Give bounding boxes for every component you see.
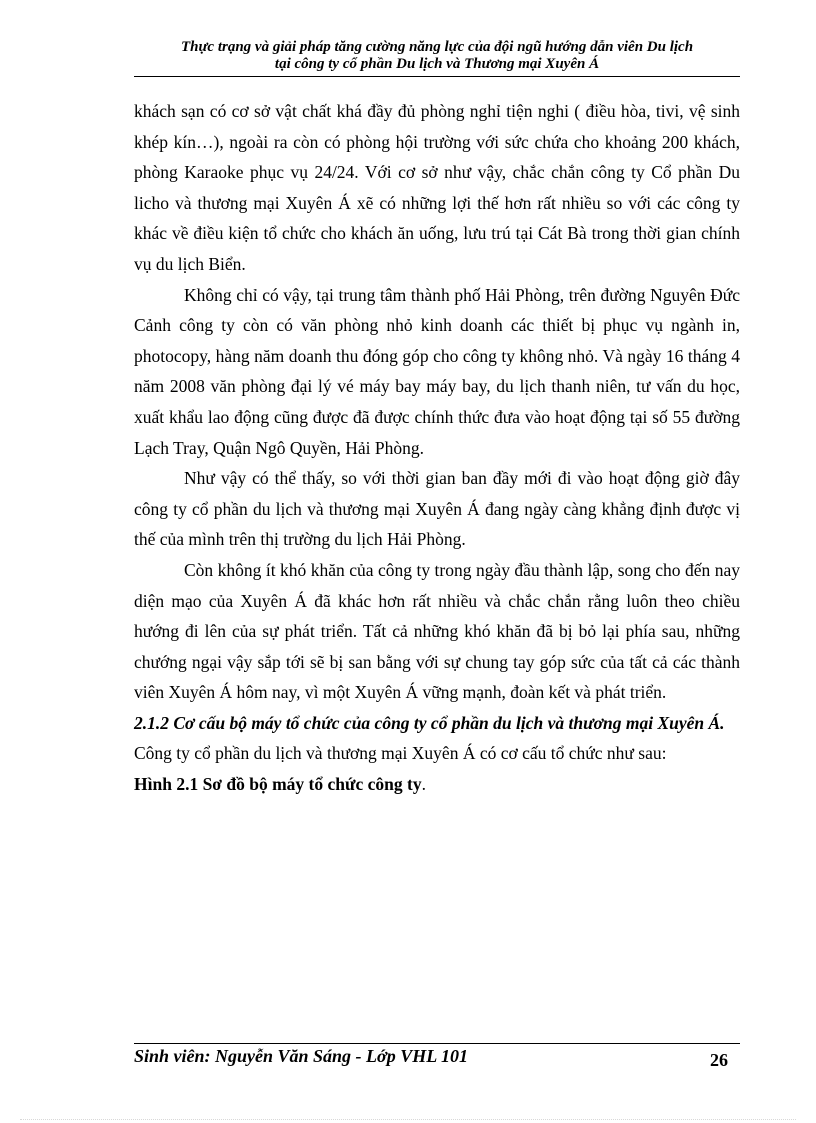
page-number: 26	[710, 1050, 728, 1070]
running-header	[134, 39, 740, 73]
figure-caption: Hình 2.1 Sơ đồ bộ máy tổ chức công ty	[134, 774, 422, 795]
header-divider	[134, 76, 740, 77]
paragraph: Không chỉ có vậy, tại trung tâm thành phố Hải Phòng, trên đường Nguyên Đức Cảnh công ty còn có văn phòng nhỏ kinh doanh các thiết bị phục vụ ngành in, photocopy, hàng năm doanh thu đóng góp cho công ty không nhỏ. Và ngày 16 tháng 4 năm 2008 văn phòng đại lý vé máy bay máy bay, du lịch thanh niên, tư vấn du học, xuất khẩu lao động cũng được đã được chính thức đưa vào hoạt động tại số 55 đường Lạch Tray, Quận Ngô Quyền, Hải Phòng.	[134, 284, 740, 458]
section-heading: 2.1.2 Cơ cấu bộ máy tổ chức của công ty cổ phần du lịch và thương mại Xuyên Á.	[134, 712, 725, 733]
paragraph: Như vậy có thể thấy, so với thời gian ban đầy mới đi vào hoạt động giờ đây công ty cổ phần du lịch và thương mại Xuyên Á đang ngày càng khẳng định được vị thế của mình trên thị trường du lịch Hải Phòng.	[134, 468, 740, 550]
page-body	[134, 96, 740, 800]
paragraph-continued: khách sạn có cơ sở vật chất khá đầy đủ phòng nghỉ tiện nghi ( điều hòa, tivi, vệ sinh khép kín…), ngoài ra còn có phòng hội trường với sức chứa cho khoảng 200 khách, phòng Karaoke phục vụ 24/24. Với cơ sở như vậy, chắc chắn công ty Cổ phần Du licho và thương mại Xuyên Á xẽ có những lợi thế hơn rất nhiều so với các công ty khác về điều kiện tổ chức cho khách ăn uống, lưu trú tại Cát Bà trong thời gian chính vụ du lịch Biển.	[134, 101, 740, 274]
footer-divider	[134, 1043, 740, 1044]
intro-line: Công ty cổ phần du lịch và thương mại Xuyên Á có cơ cấu tổ chức như sau:	[134, 743, 667, 764]
footer-student-info: Sinh viên: Nguyễn Văn Sáng - Lớp VHL 101	[134, 1046, 469, 1066]
figure-caption-line	[134, 769, 740, 800]
header-line-1: Thực trạng và giải pháp tăng cường năng lực của đội ngũ hướng dẫn viên Du lịch	[180, 39, 694, 55]
paragraph: Còn không ít khó khăn của công ty trong ngày đầu thành lập, song cho đến nay diện mạo của Xuyên Á đã khác hơn rất nhiều và chắc chắn rằng luôn theo chiều hướng đi lên của sự phát triển. Tất cả những khó khăn đã bị bỏ lại phía sau, những chướng ngại vậy sắp tới sẽ bị san bằng với sự chung tay góp sức của tất cả các thành viên Xuyên Á hôm nay, vì một Xuyên Á vững mạnh, đoàn kết và phát triển.	[134, 559, 740, 703]
page-edge-dots	[20, 1119, 796, 1120]
header-line-2: tại công ty cổ phần Du lịch và Thương mại Xuyên Á	[274, 56, 600, 72]
figure-caption-period: .	[421, 774, 426, 795]
